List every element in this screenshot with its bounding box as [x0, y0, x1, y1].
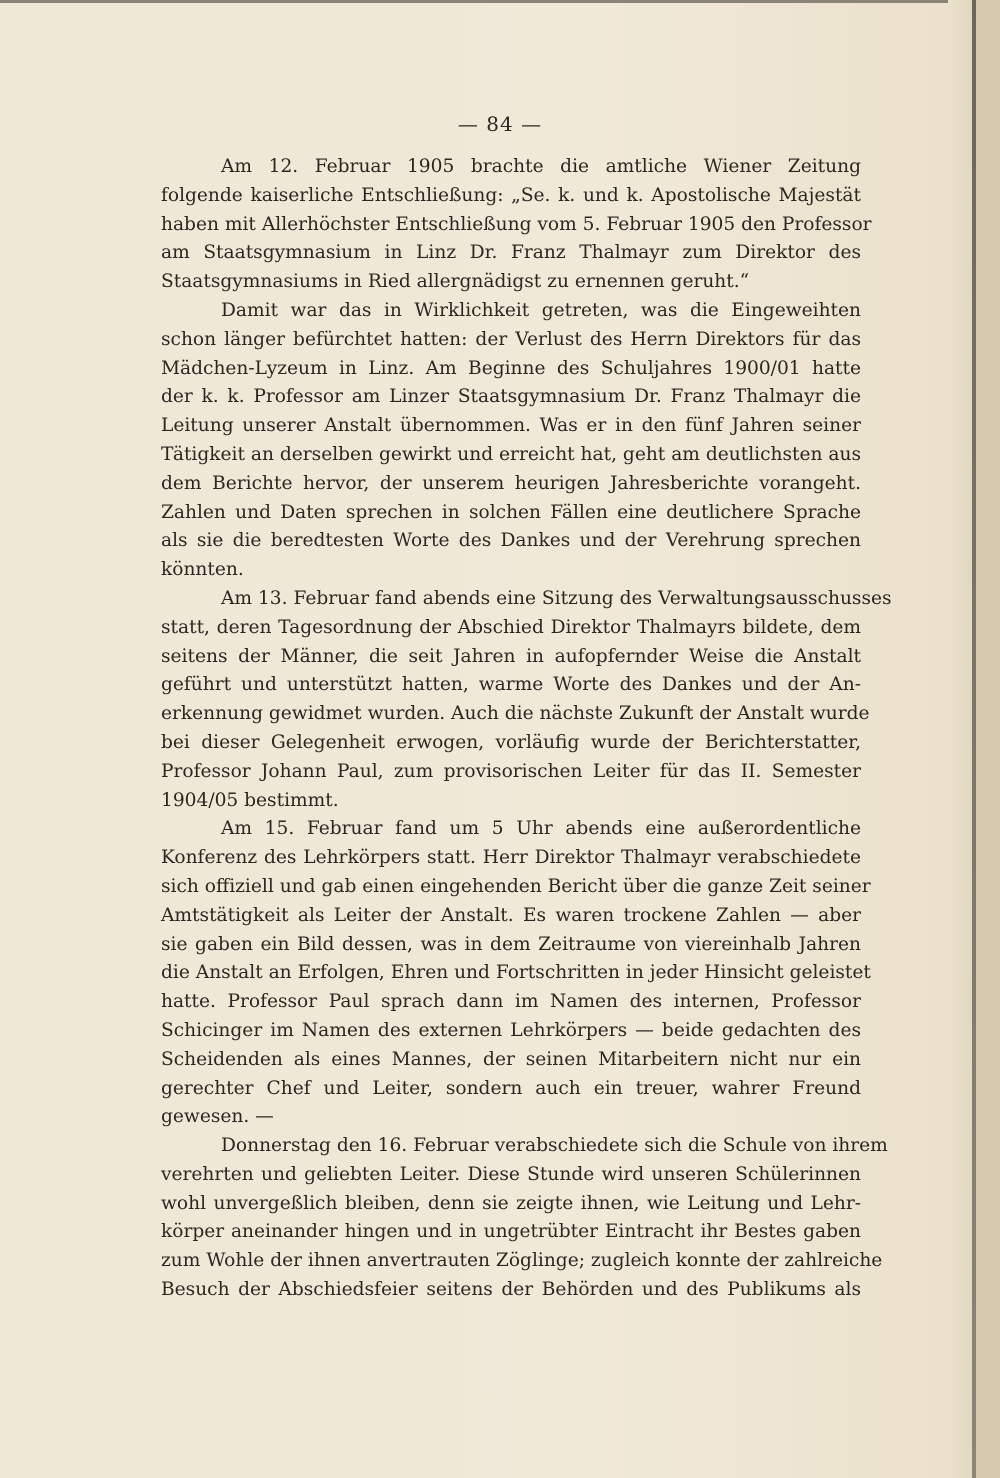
text-line: als sie die beredtesten Worte des Dankes und der Verehrung sprechen: [161, 530, 861, 552]
text-line: Amtstätigkeit als Leiter der Anstalt. Es waren trockene Zahlen — aber: [161, 904, 861, 926]
page-number: — 84 —: [457, 112, 543, 136]
text-line: zum Wohle der ihnen anvertrauten Zöglinge; zugleich konnte der zahlreiche: [161, 1250, 883, 1272]
top-edge-rule: [0, 0, 948, 3]
text-line: wohl unvergeßlich bleiben, denn sie zeigte ihnen, wie Leitung und Lehr-: [161, 1192, 861, 1214]
page-edge-shadow: [976, 0, 1000, 1478]
text-line: der k. k. Professor am Linzer Staatsgymnasium Dr. Franz Thalmayr die: [161, 386, 861, 408]
paragraph: [161, 1132, 888, 1305]
text-line: Konferenz des Lehrkörpers statt. Herr Direktor Thalmayr verabschiedete: [161, 847, 861, 869]
body-text: [161, 153, 892, 1305]
text-line: Zahlen und Daten sprechen in solchen Fällen eine deutlichere Sprache: [161, 501, 861, 523]
text-line: statt, deren Tagesordnung der Abschied Direktor Thalmayrs bildete, dem: [161, 616, 861, 638]
text-line: erkennung gewidmet wurden. Auch die nächste Zukunft der Anstalt wurde: [161, 703, 870, 725]
text-line: Am 15. Februar fand um 5 Uhr abends eine außerordentliche: [221, 818, 861, 840]
text-line: Besuch der Abschiedsfeier seitens der Behörden und des Publikums als: [161, 1279, 861, 1301]
text-line: Staatsgymnasiums in Ried allergnädigst zu ernennen geruht.“: [161, 271, 750, 293]
text-line: gewesen. —: [161, 1106, 274, 1128]
text-line: Schicinger im Namen des externen Lehrkörpers — beide gedachten des: [161, 1019, 861, 1041]
text-line: Damit war das in Wirklichkeit getreten, was die Eingeweihten: [221, 299, 861, 321]
text-line: sie gaben ein Bild dessen, was in dem Zeitraume von viereinhalb Jahren: [161, 933, 861, 955]
text-line: Mädchen-Lyzeum in Linz. Am Beginne des Schuljahres 1900/01 hatte: [161, 357, 861, 379]
text-line: 1904/05 bestimmt.: [161, 789, 339, 811]
text-line: schon länger befürchtet hatten: der Verlust des Herrn Direktors für das: [161, 328, 861, 350]
paragraph: [161, 297, 861, 585]
text-line: Am 13. Februar fand abends eine Sitzung des Verwaltungsausschusses: [221, 587, 892, 609]
text-line: Tätigkeit an derselben gewirkt und erreicht hat, geht am deutlichsten aus: [161, 443, 861, 465]
text-line: Scheidenden als eines Mannes, der seinen Mitarbeitern nicht nur ein: [161, 1048, 861, 1070]
text-line: Donnerstag den 16. Februar verabschiedete sich die Schule von ihrem: [221, 1135, 888, 1157]
text-line: Professor Johann Paul, zum provisorischen Leiter für das II. Semester: [161, 760, 861, 782]
text-line: folgende kaiserliche Entschließung: „Se. k. und k. Apostolische Majestät: [161, 184, 861, 206]
text-line: verehrten und geliebten Leiter. Diese Stunde wird unseren Schülerinnen: [161, 1163, 861, 1185]
paragraph: [161, 585, 892, 815]
text-line: hatte. Professor Paul sprach dann im Namen des internen, Professor: [161, 991, 861, 1013]
paragraph: [161, 153, 872, 297]
text-line: dem Berichte hervor, der unserem heurigen Jahresberichte vorangeht.: [161, 472, 861, 494]
text-line: Am 12. Februar 1905 brachte die amtliche Wiener Zeitung: [221, 156, 861, 177]
text-line: körper aneinander hingen und in ungetrübter Eintracht ihr Bestes gaben: [161, 1221, 861, 1243]
text-line: Leitung unserer Anstalt übernommen. Was er in den fünf Jahren seiner: [161, 415, 861, 437]
text-line: könnten.: [161, 559, 244, 581]
paragraph: [161, 815, 871, 1132]
text-line: haben mit Allerhöchster Entschließung vom 5. Februar 1905 den Professor: [161, 213, 872, 235]
text-line: gerechter Chef und Leiter, sondern auch ein treuer, wahrer Freund: [161, 1077, 861, 1099]
text-line: bei dieser Gelegenheit erwogen, vorläufig wurde der Berichterstatter,: [161, 731, 861, 753]
text-line: seitens der Männer, die seit Jahren in aufopfernder Weise die Anstalt: [161, 645, 861, 667]
text-line: sich offiziell und gab einen eingehenden Bericht über die ganze Zeit seiner: [161, 875, 871, 897]
text-line: die Anstalt an Erfolgen, Ehren und Fortschritten in jeder Hinsicht geleistet: [161, 962, 871, 984]
text-line: am Staatsgymnasium in Linz Dr. Franz Thalmayr zum Direktor des: [161, 242, 861, 264]
text-line: geführt und unterstützt hatten, warme Worte des Dankes und der An-: [161, 674, 861, 696]
